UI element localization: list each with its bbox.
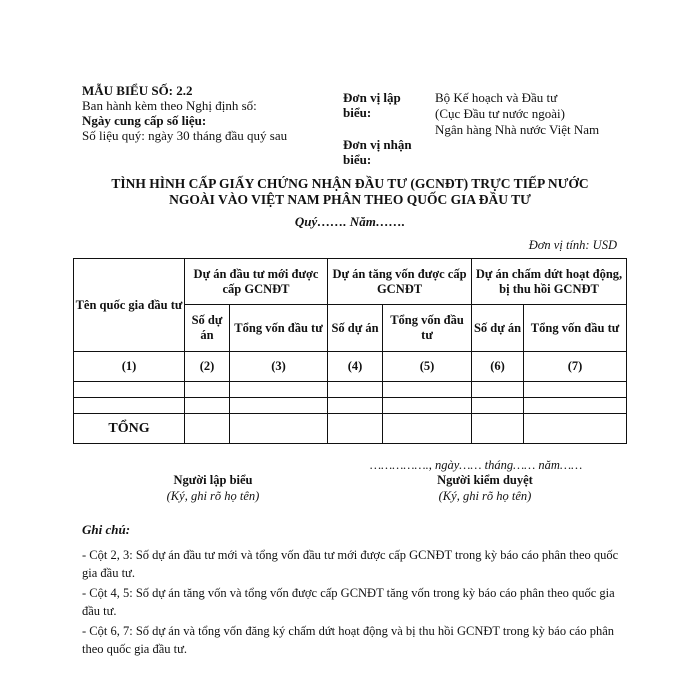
note-item-1: - Cột 2, 3: Số dự án đầu tư mới và tổng vốn đầu tư mới được cấp GCNĐT trong kỳ báo cáo phân theo quốc gia đầu tư. [82,548,619,580]
report-period: Quý……. Năm……. [294,214,406,229]
approver-sign-note: (Ký, ghi rõ họ tên) [438,489,532,503]
agency-name: (Cục Đầu tư nước ngoài) [435,106,565,121]
receiving-unit-line2: biểu: [343,152,372,167]
reporting-unit-label [343,90,401,120]
receiving-unit-label [343,137,412,167]
subheader-increase-count: Số dự án [328,305,383,352]
approver-block [405,472,565,504]
header-country: Tên quốc gia đầu tư [74,259,185,352]
notes-heading: Ghi chú: [82,522,131,537]
col-number-1: (1) [74,352,185,382]
investment-table [73,258,627,444]
subheader-increase-capital: Tổng vốn đầu tư [383,305,472,352]
table-row [74,398,627,414]
col-number-7: (7) [524,352,627,382]
header-increase-projects: Dự án tăng vốn được cấp GCNĐT [328,259,472,305]
date-line: ……………., ngày…… tháng…… năm…… [370,458,583,472]
report-title-line1: TÌNH HÌNH CẤP GIẤY CHỨNG NHẬN ĐẦU TƯ (GCNĐT) TRỰC TIẾP NƯỚC [111,176,589,191]
subheader-new-capital: Tổng vốn đầu tư [230,305,328,352]
preparer-title: Người lập biểu [173,473,253,487]
table-row [74,382,627,398]
reporting-unit-line2: biểu: [343,105,372,120]
currency-unit: Đơn vị tính: USD [528,238,617,252]
header-terminated-projects: Dự án chấm dứt hoạt động, bị thu hồi GCNĐT [472,259,627,305]
col-number-5: (5) [383,352,472,382]
column-number-row [74,352,627,382]
subheader-new-count: Số dự án [185,305,230,352]
issued-by-decree: Ban hành kèm theo Nghị định số: [82,98,257,113]
form-header [82,83,287,143]
header-new-projects: Dự án đầu tư mới được cấp GCNĐT [185,259,328,305]
quarterly-data-note: Số liệu quý: ngày 30 tháng đầu quý sau [82,128,288,143]
preparer-block [133,472,293,504]
bank-name: Ngân hàng Nhà nước Việt Nam [435,122,600,137]
supply-date-label: Ngày cung cấp số liệu: [82,113,207,128]
col-number-6: (6) [472,352,524,382]
col-number-3: (3) [230,352,328,382]
note-item-3: - Cột 6, 7: Số dự án và tổng vốn đăng ký chấm dứt hoạt động và bị thu hồi GCNĐT trong kỳ báo cáo phân theo quốc gia đầu tư. [82,624,615,656]
col-number-4: (4) [328,352,383,382]
unit-values [435,90,599,138]
receiving-unit-line1: Đơn vị nhận [343,137,412,152]
subheader-terminated-capital: Tổng vốn đầu tư [524,305,627,352]
subheader-terminated-count: Số dự án [472,305,524,352]
form-number: MẪU BIỂU SỐ: 2.2 [82,83,193,98]
approver-title: Người kiểm duyệt [437,473,533,487]
total-row [74,414,627,444]
note-item-2: - Cột 4, 5: Số dự án tăng vốn và tổng vốn được cấp GCNĐT tăng vốn trong kỳ báo cáo phân theo quốc gia đầu tư. [82,586,615,618]
total-label: TỔNG [74,414,185,444]
report-title-line2: NGOÀI VÀO VIỆT NAM PHÂN THEO QUỐC GIA ĐẦU TƯ [169,192,531,207]
col-number-2: (2) [185,352,230,382]
preparer-sign-note: (Ký, ghi rõ họ tên) [166,489,260,503]
reporting-unit-line1: Đơn vị lập [343,90,401,105]
ministry-name: Bộ Kế hoạch và Đầu tư [435,90,558,105]
